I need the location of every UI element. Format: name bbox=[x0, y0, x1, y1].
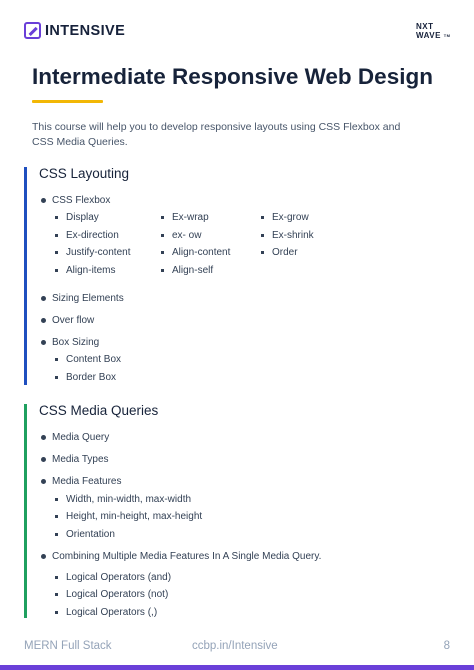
list-item: Justify-content bbox=[52, 246, 158, 259]
list-item-css-flexbox: CSS Flexbox bbox=[39, 194, 348, 207]
partner-logo-line2: WAVE ™ bbox=[416, 31, 451, 40]
bottom-accent-bar bbox=[0, 665, 474, 670]
page-number: 8 bbox=[443, 640, 450, 652]
list-item-logical-and: Logical Operators (and) bbox=[52, 571, 321, 584]
list-item: Order bbox=[258, 246, 348, 259]
footer-course-name: MERN Full Stack bbox=[24, 640, 112, 652]
footer-link[interactable]: ccbp.in/Intensive bbox=[192, 640, 278, 652]
intensive-logo-icon bbox=[24, 22, 41, 39]
brand-name: INTENSIVE bbox=[45, 22, 126, 39]
partner-logo-line1: NXT bbox=[416, 22, 434, 31]
list-item-box-sizing: Box Sizing bbox=[39, 336, 348, 349]
list-item: Ex-direction bbox=[52, 229, 158, 242]
list-item-sizing-elements: Sizing Elements bbox=[39, 292, 348, 305]
list-item: Display bbox=[52, 211, 158, 224]
list-item: Align-content bbox=[158, 246, 258, 259]
list-item-border-box: Border Box bbox=[52, 371, 348, 384]
list-item-logical-not: Logical Operators (not) bbox=[52, 588, 321, 601]
list-item: Ex-grow bbox=[258, 211, 348, 224]
list-item-media-types: Media Types bbox=[39, 453, 321, 466]
flexbox-properties-grid bbox=[52, 211, 348, 277]
list-item-logical-comma: Logical Operators (,) bbox=[52, 606, 321, 619]
page-header bbox=[24, 22, 454, 46]
section-css-layouting bbox=[24, 167, 348, 385]
page-title: Intermediate Responsive Web Design bbox=[32, 64, 433, 89]
list-item-media-query: Media Query bbox=[39, 431, 321, 444]
intro-paragraph: This course will help you to develop responsive layouts using CSS Flexbox and CSS Media Queries. bbox=[32, 121, 401, 148]
list-item-media-features: Media Features bbox=[39, 475, 321, 488]
list-item: Ex-shrink bbox=[258, 229, 348, 242]
section-title-css-media-queries: CSS Media Queries bbox=[39, 403, 159, 418]
list-item: Align-self bbox=[158, 264, 258, 277]
list-item: Ex-wrap bbox=[158, 211, 258, 224]
list-item-orientation: Orientation bbox=[52, 528, 321, 541]
list-item-width: Width, min-width, max-width bbox=[52, 493, 321, 506]
list-item-content-box: Content Box bbox=[52, 353, 348, 366]
list-item-height: Height, min-height, max-height bbox=[52, 510, 321, 523]
partner-logo bbox=[416, 22, 454, 40]
section-css-media-queries bbox=[24, 404, 321, 618]
list-item-overflow: Over flow bbox=[39, 314, 348, 327]
title-underline bbox=[32, 100, 103, 103]
list-item: ex- ow bbox=[158, 229, 258, 242]
list-item: Align-items bbox=[52, 264, 158, 277]
list-item-combining: Combining Multiple Media Features In A Single Media Query. bbox=[39, 550, 321, 563]
section-title-css-layouting: CSS Layouting bbox=[39, 166, 130, 181]
brand-logo bbox=[24, 22, 125, 39]
